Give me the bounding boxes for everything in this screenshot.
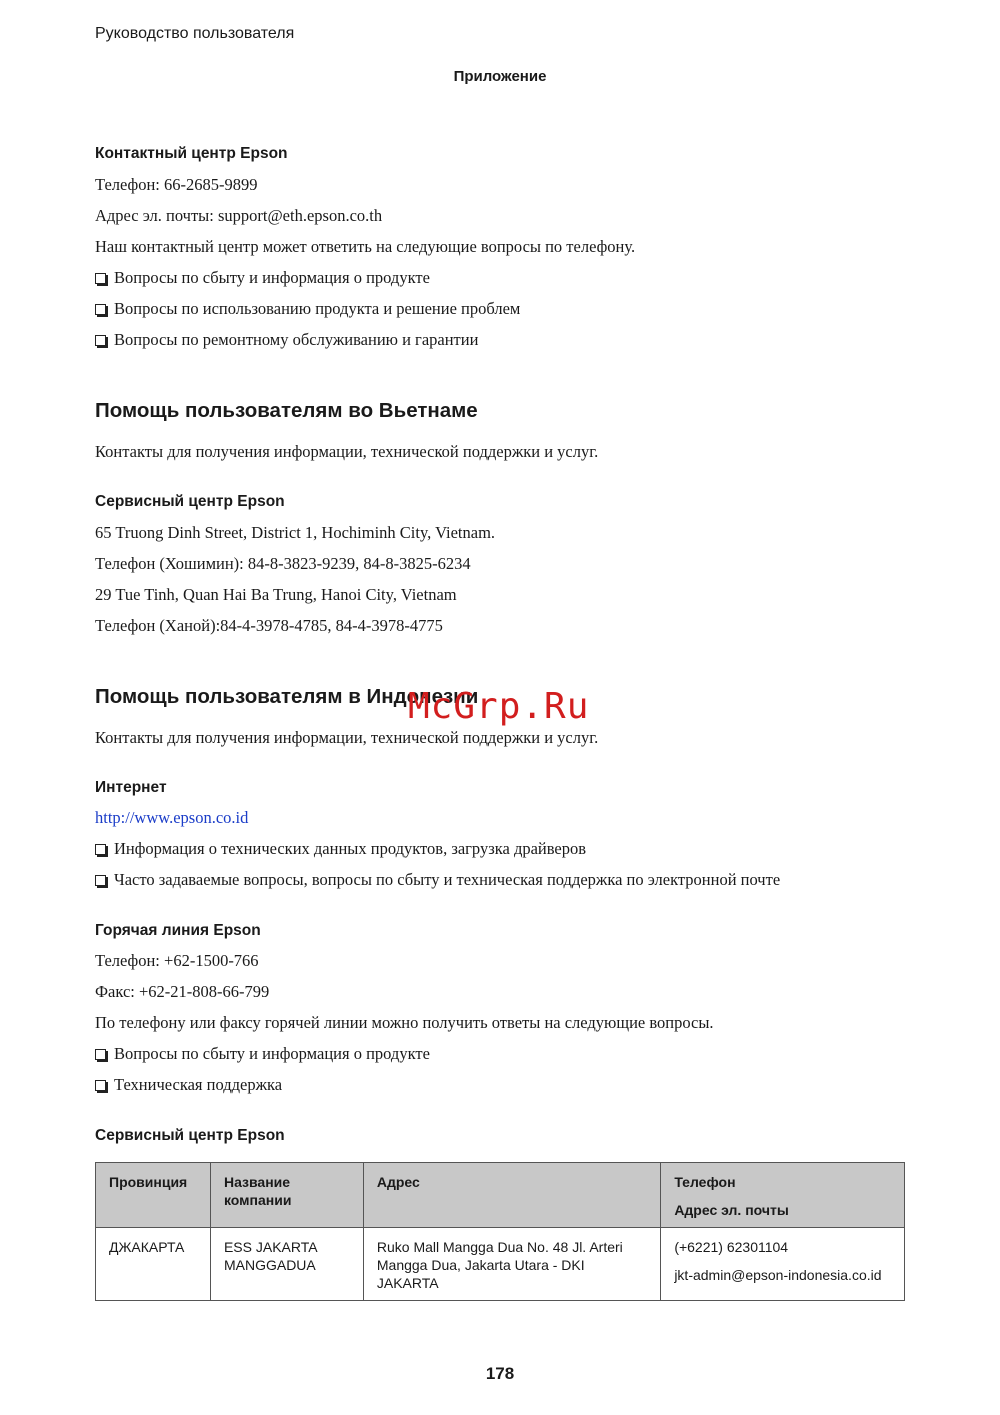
checkbox-bullet-icon [95, 304, 106, 315]
contact-center-intro: Наш контактный центр может ответить на следующие вопросы по телефону. [95, 237, 636, 256]
contact-center-phone: Телефон: 66-2685-9899 [95, 175, 258, 194]
cell-province: ДЖАКАРТА [96, 1228, 211, 1301]
epson-indonesia-link[interactable]: http://www.epson.co.id [95, 808, 249, 827]
column-header-email: Адрес эл. почты [674, 1202, 789, 1218]
vietnam-phone-hanoi: Телефон (Ханой):84-4-3978-4785, 84-4-3978-4775 [95, 616, 443, 635]
service-center-table [95, 1162, 905, 1301]
hotline-intro: По телефону или факсу горячей линии можно получить ответы на следующие вопросы. [95, 1013, 714, 1032]
checkbox-bullet-icon [95, 875, 106, 886]
column-header-phone-email [661, 1163, 905, 1228]
indonesia-heading: Помощь пользователям в Индонезии [95, 685, 479, 708]
column-header-phone: Телефон [674, 1174, 736, 1190]
column-header-company: Название компании [210, 1163, 363, 1228]
list-item: Вопросы по ремонтному обслуживанию и гарантии [95, 330, 478, 350]
vietnam-heading: Помощь пользователям во Вьетнаме [95, 399, 478, 422]
column-header-address: Адрес [363, 1163, 660, 1228]
cell-phone-email [661, 1228, 905, 1301]
indonesia-service-heading: Сервисный центр Epson [95, 1127, 285, 1144]
vietnam-phone-hcm: Телефон (Хошимин): 84-8-3823-9239, 84-8-3825-6234 [95, 554, 471, 573]
cell-email: jkt-admin@epson-indonesia.co.id [674, 1267, 882, 1283]
table-header-row [96, 1163, 905, 1228]
hotline-heading: Горячая линия Epson [95, 922, 261, 939]
list-item: Информация о технических данных продуктов, загрузка драйверов [95, 839, 586, 859]
contact-center-email: Адрес эл. почты: support@eth.epson.co.th [95, 206, 383, 225]
vietnam-address-hanoi: 29 Tue Tinh, Quan Hai Ba Trung, Hanoi City, Vietnam [95, 585, 457, 604]
cell-phone: (+6221) 62301104 [674, 1239, 789, 1255]
indonesia-intro: Контакты для получения информации, технической поддержки и услуг. [95, 728, 599, 747]
checkbox-bullet-icon [95, 1049, 106, 1060]
page-number: 178 [485, 1364, 515, 1383]
checkbox-bullet-icon [95, 844, 106, 855]
list-item: Техническая поддержка [95, 1075, 282, 1095]
contact-center-heading: Контактный центр Epson [95, 145, 288, 162]
watermark: McGrp.Ru [408, 686, 590, 727]
running-title: Руководство пользователя [95, 25, 295, 42]
hotline-fax: Факс: +62-21-808-66-799 [95, 982, 270, 1001]
checkbox-bullet-icon [95, 335, 106, 346]
vietnam-address-hcm: 65 Truong Dinh Street, District 1, Hochiminh City, Vietnam. [95, 523, 496, 542]
list-item: Вопросы по использованию продукта и решение проблем [95, 299, 520, 319]
list-item: Вопросы по сбыту и информация о продукте [95, 1044, 430, 1064]
checkbox-bullet-icon [95, 273, 106, 284]
section-title: Приложение [453, 68, 547, 85]
hotline-phone: Телефон: +62-1500-766 [95, 951, 259, 970]
column-header-province: Провинция [96, 1163, 211, 1228]
checkbox-bullet-icon [95, 1080, 106, 1091]
list-item: Часто задаваемые вопросы, вопросы по сбыту и техническая поддержка по электронной почте [95, 870, 780, 890]
table-row [96, 1228, 905, 1301]
cell-address: Ruko Mall Mangga Dua No. 48 Jl. Arteri Mangga Dua, Jakarta Utara - DKI JAKARTA [363, 1228, 660, 1301]
list-item: Вопросы по сбыту и информация о продукте [95, 268, 430, 288]
internet-heading: Интернет [95, 779, 167, 796]
vietnam-intro: Контакты для получения информации, технической поддержки и услуг. [95, 442, 599, 461]
cell-company: ESS JAKARTA MANGGADUA [210, 1228, 363, 1301]
vietnam-service-heading: Сервисный центр Epson [95, 493, 285, 510]
